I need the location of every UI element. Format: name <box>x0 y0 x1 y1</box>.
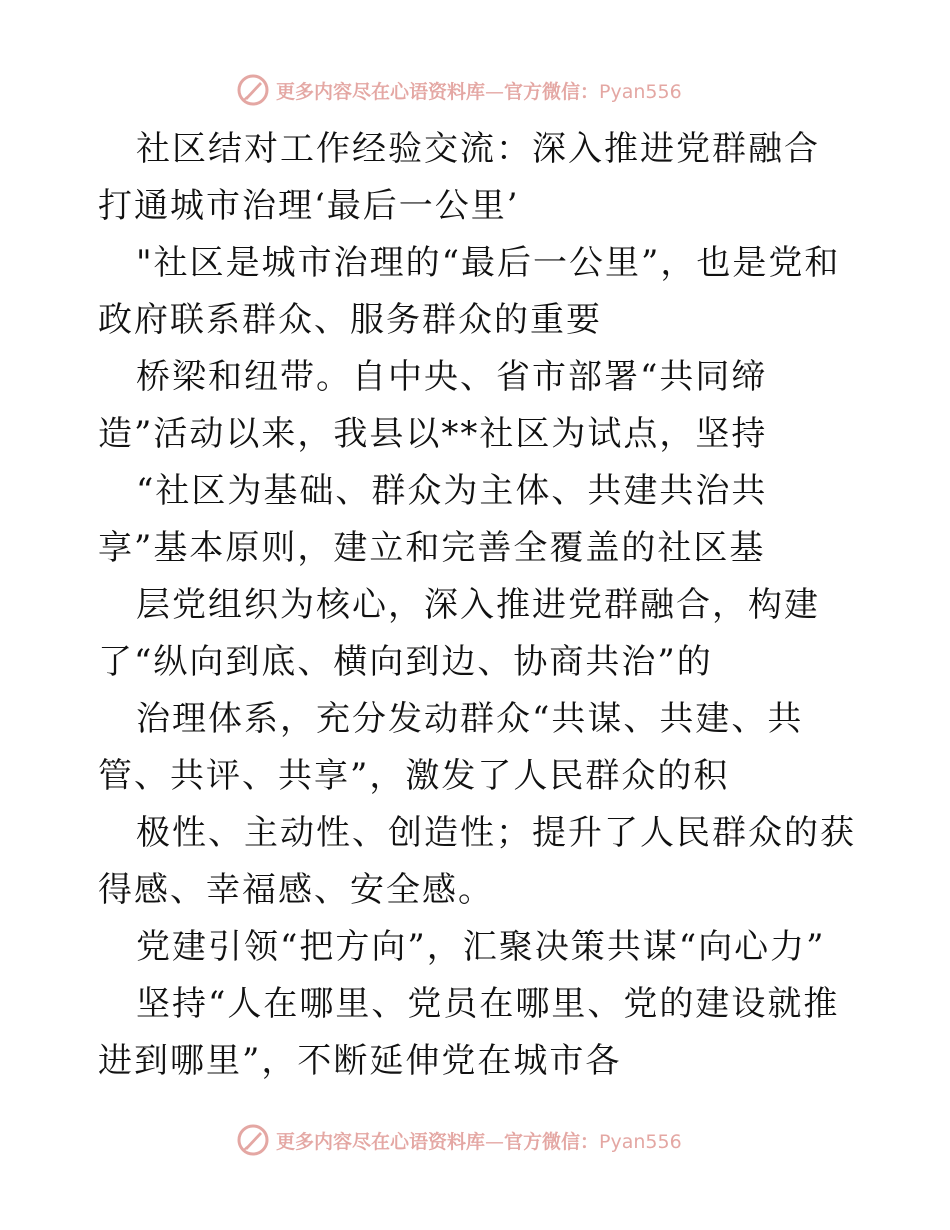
watermark-contact-id: Pyan556 <box>599 80 682 103</box>
document-body <box>98 121 858 1090</box>
watermark-brand: 更多内容尽在心语资料库 <box>276 1130 486 1153</box>
section-heading: 党建引领“把方向”，汇聚决策共谋“向心力” <box>136 927 826 967</box>
paragraph: 治理体系，充分发动群众“共谋、共建、共管、共评、共享”，激发了人民群众的积 <box>98 699 804 796</box>
watermark-contact-label: 官方微信： <box>504 80 600 103</box>
footer-watermark <box>236 1120 756 1160</box>
paragraph: 坚持“人在哪里、党员在哪里、党的建设就推进到哪里”，不断延伸党在城市各 <box>98 984 840 1081</box>
watermark-separator: — <box>485 1130 505 1153</box>
watermark-contact-id: Pyan556 <box>599 1130 682 1153</box>
paragraph: "社区是城市治理的“最后一公里”，也是党和政府联系群众、服务群众的重要 <box>98 243 841 340</box>
paragraph: 层党组织为核心，深入推进党群融合，构建了“纵向到底、横向到边、协商共治”的 <box>98 585 820 682</box>
watermark-brand: 更多内容尽在心语资料库 <box>276 80 486 103</box>
paragraph: “社区为基础、群众为主体、共建共治共享”基本原则，建立和完善全覆盖的社区基 <box>98 471 768 568</box>
watermark-contact-label: 官方微信： <box>504 1130 600 1153</box>
quill-pen-logo-icon <box>236 73 270 107</box>
watermark-text <box>276 77 682 104</box>
paragraph: 极性、主动性、创造性；提升了人民群众的获得感、幸福感、安全感。 <box>98 813 856 910</box>
quill-pen-logo-icon <box>236 1123 270 1157</box>
document-title: 社区结对工作经验交流：深入推进党群融合 打通城市治理‘最后一公里’ <box>98 129 820 226</box>
watermark-separator: — <box>485 80 505 103</box>
watermark-text <box>276 1127 682 1154</box>
paragraph: 桥梁和纽带。自中央、省市部署“共同缔造”活动以来，我县以**社区为试点，坚持 <box>98 357 768 454</box>
header-watermark <box>236 70 756 110</box>
